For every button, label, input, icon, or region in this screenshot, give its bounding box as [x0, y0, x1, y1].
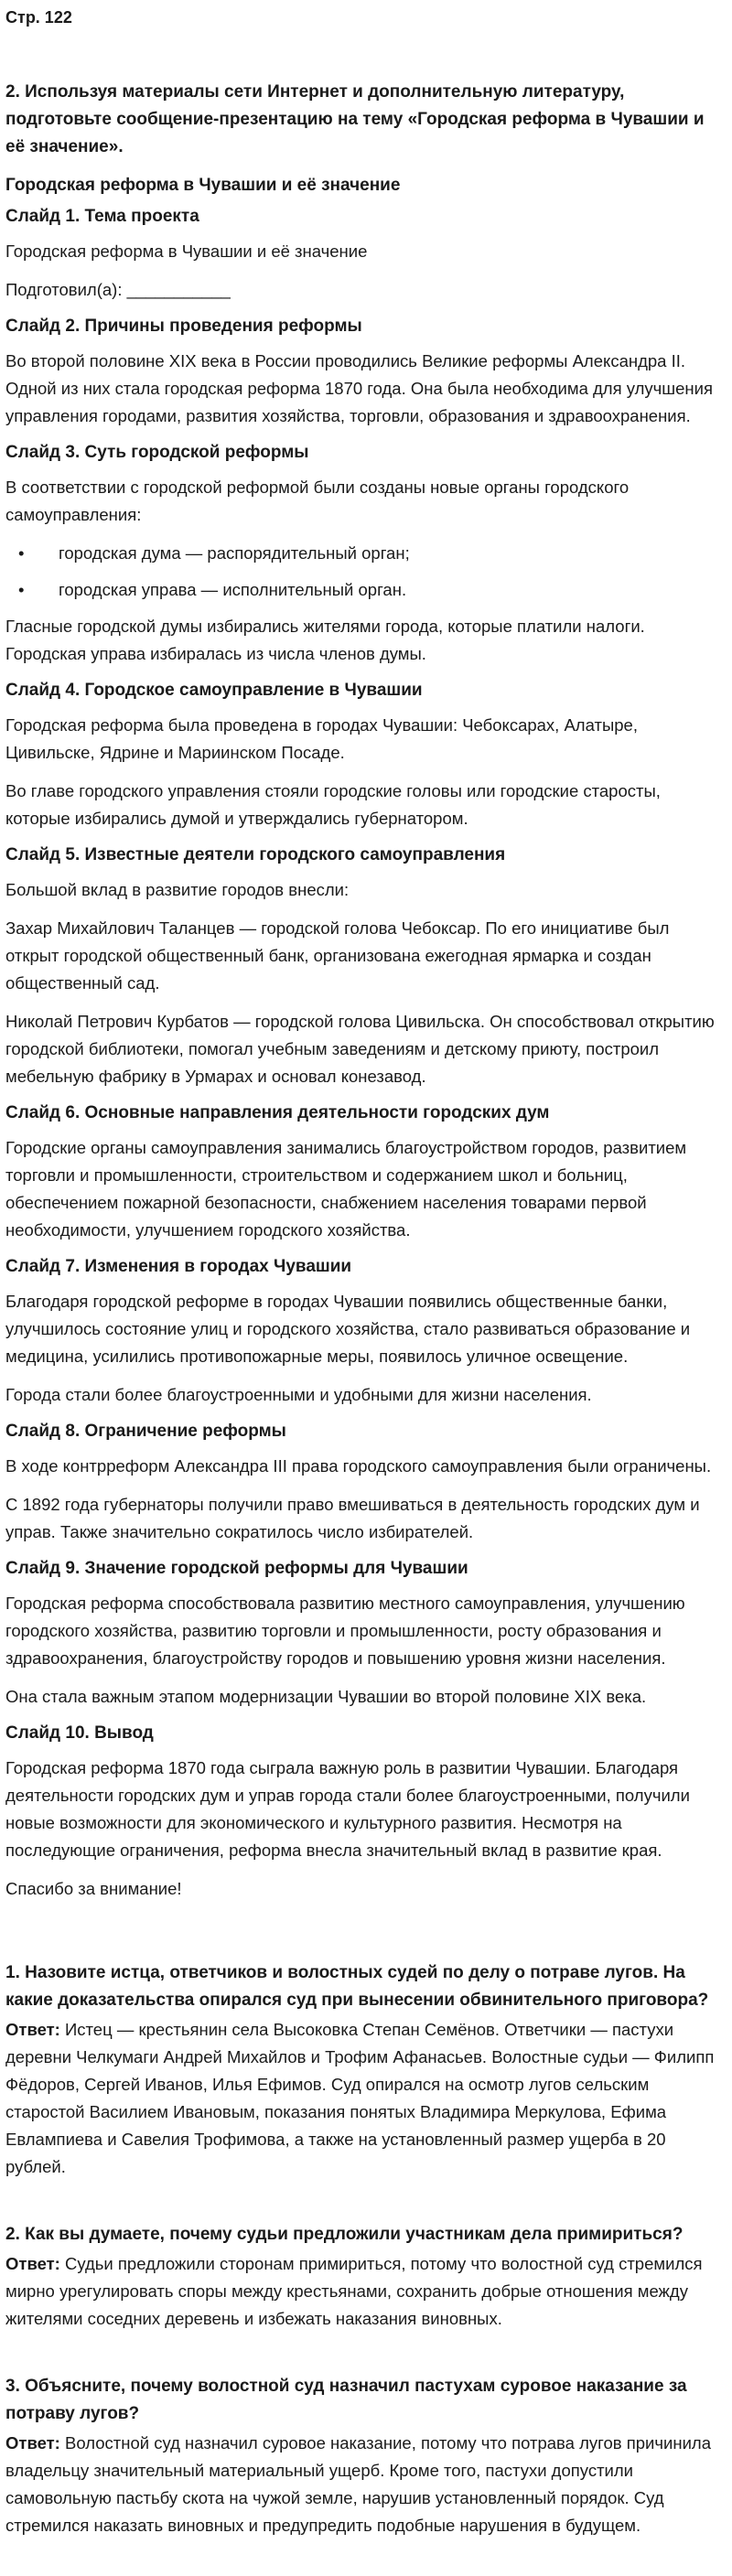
slide-paragraph: Городская реформа 1870 года сыграла важную роль в развитии Чувашии. Благодаря деятельности городских дум и управ города стали более благоустроенными, получили новые возможности для экономического и культурного развития. Несмотря на последующие ограничения, реформа внесла значительный вклад в развитие края. [5, 1758, 690, 1860]
slide-paragraph: В ходе контрреформ Александра III права городского самоуправления были ограничены. [5, 1456, 712, 1476]
section-spacer [5, 1914, 727, 1959]
slide-paragraph: Захар Михайлович Таланцев — городской голова Чебоксар. По его инициативе был открыт городской общественный банк, организована ежегодная ярмарка и создан общественный сад. [5, 918, 670, 993]
answer-text: Истец — крестьянин села Высоковка Степан Семёнов. Ответчики — пастухи деревни Челкумаги Андрей Михайлов и Трофим Афанасьев. Волостные судьи — Филипп Фёдоров, Сергей Иванов, Илья Ефимов. Суд опирался на осмотр лугов сельским старостой Василием Ивановым, показания понятых Владимира Меркулова, Ефима Евлампиева и Савелия Трофимова, а также на установленный размер ущерба в 20 рублей. [5, 2020, 715, 2176]
slide-paragraph: Спасибо за внимание! [5, 1879, 182, 1898]
slide-title: Слайд 10. Вывод [5, 1723, 154, 1743]
bullet-item [5, 576, 727, 604]
question-text: 3. Объясните, почему волостной суд назначил пастухам суровое наказание за потраву лугов? [5, 2377, 687, 2423]
slide-paragraph: Городские органы самоуправления занимались благоустройством городов, развитием торговли и промышленности, строительством и содержанием школ и больниц, обеспечением пожарной безопасности, снабжением населения товарами первой необходимости, улучшением городского хозяйства. [5, 1138, 687, 1240]
page-number: Стр. 122 [5, 8, 72, 27]
slide-paragraph: Во главе городского управления стояли городские головы или городские старосты, которые избирались думой и утверждались губернатором. [5, 781, 661, 828]
answer-label: Ответ: [5, 2433, 60, 2453]
slide-title: Слайд 6. Основные направления деятельности городских дум [5, 1103, 550, 1122]
questions-section [5, 1959, 727, 2539]
slide-4 [5, 679, 727, 832]
slide-6 [5, 1101, 727, 1244]
slide-paragraph: Она стала важным этапом модернизации Чувашии во второй половине XIX века. [5, 1687, 647, 1706]
slide-9 [5, 1557, 727, 1711]
slide-paragraph: Города стали более благоустроенными и удобными для жизни населения. [5, 1385, 592, 1404]
bullet-list [5, 540, 727, 604]
slide-paragraph: С 1892 года губернаторы получили право вмешиваться в деятельность городских дум и управ. Также значительно сократилось число избирателей. [5, 1495, 700, 1541]
bullet-icon: • [18, 543, 25, 563]
answer-label: Ответ: [5, 2254, 60, 2273]
bullet-icon: • [18, 580, 25, 599]
slide-paragraph: Городская реформа в Чувашии и её значение [5, 242, 368, 261]
slide-title: Слайд 3. Суть городской реформы [5, 443, 309, 462]
slide-10 [5, 1722, 727, 1903]
answer-label: Ответ: [5, 2020, 60, 2039]
slide-paragraph: В соответствии с городской реформой были созданы новые органы городского самоуправления: [5, 478, 630, 524]
slide-paragraph: Большой вклад в развитие городов внесли: [5, 880, 350, 899]
question-text: 1. Назовите истца, ответчиков и волостных судей по делу о потраве лугов. На какие доказательства опирался суд при вынесении обвинительного приговора? [5, 1963, 709, 2010]
slide-paragraph: Подготовил(а): ___________ [5, 280, 231, 299]
answer-text: Судьи предложили сторонам примириться, потому что волостной суд стремился мирно урегулировать споры между крестьянами, сохранить добрые отношения между жителями соседних деревень и избежать наказания виновных. [5, 2254, 703, 2328]
answer-text: Волостной суд назначил суровое наказание, потому что потрава лугов причинила владельцу значительный материальный ущерб. Кроме того, пастухи допустили самовольную пастьбу скота на чужой земле, нарушив установленный порядок. Суд стремился наказать виновных и предупредить подобные нарушения в будущем. [5, 2433, 711, 2535]
question-block-2 [5, 2221, 727, 2333]
slide-title: Слайд 2. Причины проведения реформы [5, 317, 362, 336]
task-2-heading: 2. Используя материалы сети Интернет и дополнительную литературу, подготовьте сообщение-презентацию на тему «Городская реформа в Чувашии и её значение». [5, 82, 705, 156]
slide-1 [5, 205, 727, 304]
slide-7 [5, 1255, 727, 1409]
slide-3 [5, 441, 727, 668]
slide-title: Слайд 9. Значение городской реформы для Чувашии [5, 1559, 468, 1578]
slide-title: Слайд 4. Городское самоуправление в Чувашии [5, 681, 423, 700]
bullet-item [5, 540, 727, 567]
bullet-text: городская дума — распорядительный орган; [59, 543, 410, 563]
slides-section [5, 205, 727, 1903]
slide-paragraph: Николай Петрович Курбатов — городской голова Цивильска. Он способствовал открытию городской библиотеки, помогал учебным заведениям и детскому приюту, построил мебельную фабрику в Урмарах и основал конезавод. [5, 1012, 715, 1086]
slide-2 [5, 315, 727, 430]
question-block-1 [5, 1959, 727, 2181]
bullet-text: городская управа — исполнительный орган. [59, 580, 407, 599]
answer-paragraph [5, 2016, 727, 2181]
slide-5 [5, 843, 727, 1090]
answer-paragraph [5, 2430, 727, 2539]
presentation-topic: Городская реформа в Чувашии и её значение [5, 176, 401, 195]
question-block-3 [5, 2373, 727, 2539]
slide-paragraph: Благодаря городской реформе в городах Чувашии появились общественные банки, улучшилось состояние улиц и городского хозяйства, стало развиваться образование и медицина, усилились противопожарные меры, появилось уличное освещение. [5, 1292, 691, 1366]
slide-title: Слайд 8. Ограничение реформы [5, 1422, 286, 1441]
slide-title: Слайд 7. Изменения в городах Чувашии [5, 1257, 352, 1276]
slide-8 [5, 1420, 727, 1546]
slide-title: Слайд 5. Известные деятели городского самоуправления [5, 845, 506, 864]
question-text: 2. Как вы думаете, почему судьи предложили участникам дела примириться? [5, 2225, 684, 2244]
slide-paragraph: Городская реформа была проведена в городах Чувашии: Чебоксарах, Алатыре, Цивильске, Ядрине и Мариинском Посаде. [5, 715, 638, 762]
slide-title: Слайд 1. Тема проекта [5, 207, 199, 226]
slide-paragraph: Городская реформа способствовала развитию местного самоуправления, улучшению городского хозяйства, развитию торговли и промышленности, росту образования и здравоохранения, благоустройству городов и повышению уровня жизни населения. [5, 1594, 685, 1668]
slide-paragraph: Во второй половине XIX века в России проводились Великие реформы Александра II. Одной из них стала городская реформа 1870 года. Она была необходима для улучшения управления городами, развития хозяйства, торговли, образования и здравоохранения. [5, 351, 713, 425]
slide-paragraph: Гласные городской думы избирались жителями города, которые платили налоги. Городская управа избиралась из числа членов думы. [5, 617, 645, 663]
answer-paragraph [5, 2250, 727, 2333]
